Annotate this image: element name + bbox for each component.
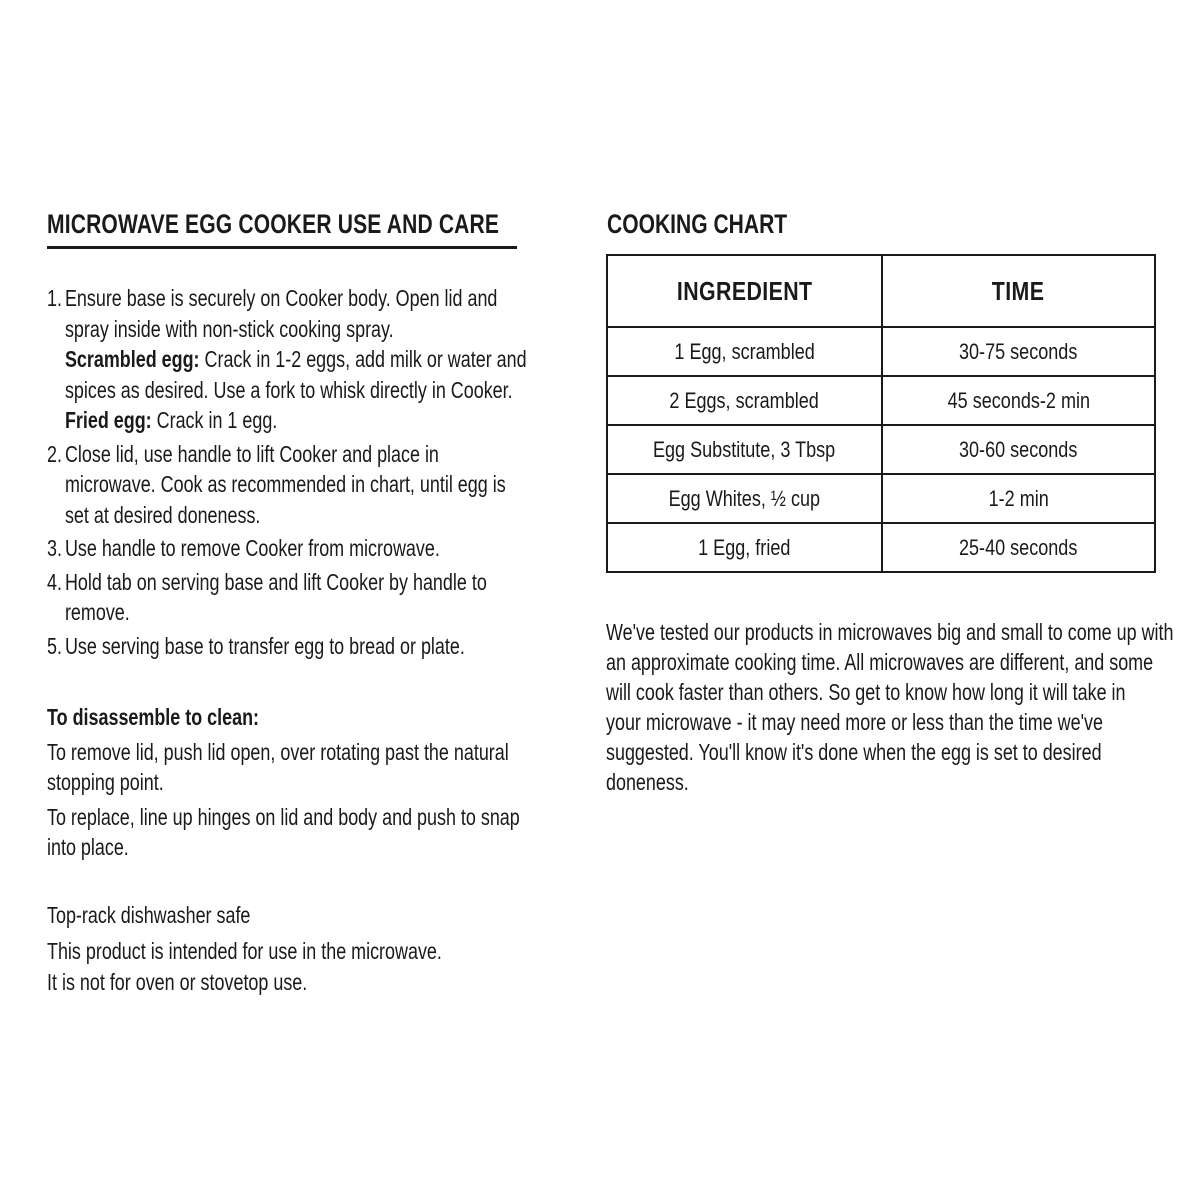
step-2 [47,439,515,531]
ingredient-cell: Egg Substitute, 3 Tbsp [607,425,882,474]
scrambled-egg-label: Scrambled egg: [64,346,200,372]
step-5 [47,631,515,662]
paragraph-line: stopping point. [47,769,164,795]
paragraph-line: into place. [47,834,129,860]
time-cell: 30-75 seconds [882,327,1155,376]
fried-egg-label: Fried egg: [64,407,152,433]
step-text: set at desired doneness. [64,501,261,528]
table-row [607,327,1155,376]
step-text: Ensure base is securely on Cooker body. Open lid and [64,285,498,311]
column-header-time: TIME [882,255,1155,327]
disassemble-heading: To disassemble to clean: [47,704,260,730]
table-row [607,425,1155,474]
table-row [607,376,1155,425]
use-and-care-heading: MICROWAVE EGG COOKER USE AND CARE [47,209,500,239]
cooking-chart-heading: COOKING CHART [607,209,788,239]
paragraph-line: To replace, line up hinges on lid and body and push to snap [47,803,520,830]
step-text: remove. [64,599,130,625]
paragraph-line: To remove lid, push lid open, over rotating past the natural [47,738,509,765]
paragraph-line: will cook faster than others. So get to know how long it will take in [606,679,1126,705]
step-number: 1. [47,285,62,311]
ingredient-cell: 1 Egg, fried [607,523,882,572]
time-cell: 30-60 seconds [882,425,1155,474]
time-cell: 25-40 seconds [882,523,1155,572]
column-header-ingredient: INGREDIENT [607,255,882,327]
ingredient-cell: 1 Egg, scrambled [607,327,882,376]
paragraph-line: We've tested our products in microwaves big and small to come up with [606,619,1174,645]
cooking-time-disclaimer [606,617,1174,797]
scrambled-egg-text: Crack in 1-2 eggs, add milk or water and [199,346,527,372]
ingredient-cell: Egg Whites, ½ cup [607,474,882,523]
not-for-oven-note: It is not for oven or stovetop use. [47,969,308,995]
disassemble-section [47,702,520,867]
table-row [607,474,1155,523]
paragraph-line: doneness. [606,769,689,795]
step-number: 5. [47,632,62,659]
usage-notes [47,900,515,998]
fried-egg-line [65,405,515,436]
paragraph-line: an approximate cooking time. All microwaves are different, and some [606,649,1154,675]
paragraph-line: suggested. You'll know it's done when the egg is set to desired [606,739,1102,765]
table-row [607,523,1155,572]
step-text: Use serving base to transfer egg to bread or plate. [64,632,465,659]
step-number: 4. [47,568,62,595]
microwave-use-note: This product is intended for use in the microwave. [47,938,442,964]
remove-lid-paragraph [47,737,515,798]
step-text: microwave. Cook as recommended in chart, until egg is [64,471,506,497]
time-cell: 1-2 min [882,474,1155,523]
replace-lid-paragraph [47,802,520,863]
ingredient-cell: 2 Eggs, scrambled [607,376,882,425]
dishwasher-note: Top-rack dishwasher safe [47,902,251,928]
time-cell: 45 seconds-2 min [882,376,1155,425]
step-text: spices as desired. Use a fork to whisk directly in Cooker. [64,376,513,403]
step-4 [47,567,515,628]
fried-egg-text: Crack in 1 egg. [151,407,278,433]
step-text: Close lid, use handle to lift Cooker and place in [64,440,439,467]
paragraph-line: your microwave - it may need more or less than the time we've [606,709,1103,735]
step-3 [47,533,515,564]
step-text: Use handle to remove Cooker from microwave. [64,535,440,561]
instruction-steps [47,283,647,664]
step-number: 3. [47,535,62,561]
cooking-chart-table [606,254,1156,573]
step-text: Hold tab on serving base and lift Cooker by handle to [64,568,487,595]
step-number: 2. [47,440,62,467]
step-1 [47,283,527,436]
scrambled-egg-line [64,344,527,375]
heading-underline [47,246,517,249]
step-text: spray inside with non-stick cooking spray. [64,315,394,342]
table-header-row [607,255,1155,327]
